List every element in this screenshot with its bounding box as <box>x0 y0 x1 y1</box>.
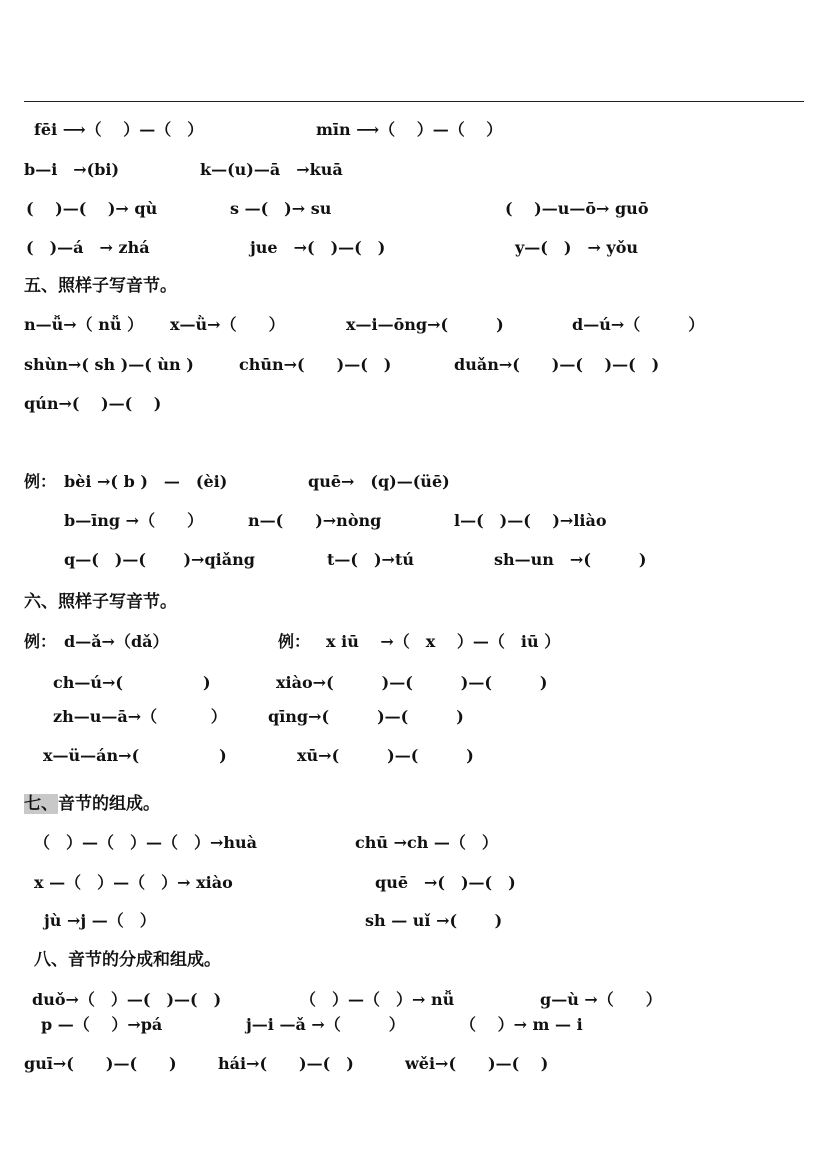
exercise-item: b—i →(bi) <box>24 160 120 179</box>
exercise-item: x —（ ）—（ ）→ xiào <box>34 873 233 892</box>
exercise-item: n—( )→nòng <box>248 511 382 530</box>
exercise-item: （ ）—（ ）→ nǚ <box>300 990 455 1009</box>
example-item: quē→ (q)—(üē) <box>308 472 450 491</box>
exercise-item: ( )—á → zhá <box>26 238 150 257</box>
exercise-item: （ ）—（ ）—（ ）→huà <box>34 833 258 852</box>
exercise-item: ( )—( )→ qù <box>26 199 158 218</box>
exercise-item: b—īng →（ ） <box>64 511 204 530</box>
exercise-item: zh—u—ā→（ ） <box>53 707 227 726</box>
section-heading-five: 五、照样子写音节。 <box>24 276 177 296</box>
exercise-item: ( )—u—ō→ guō <box>505 199 649 218</box>
exercise-item: sh—un →( ) <box>494 550 647 569</box>
exercise-item: d—ú→（ ） <box>572 315 705 334</box>
section-heading-seven: 七、音节的组成。 <box>24 794 160 814</box>
exercise-item: chūn→( )—( ) <box>239 355 392 374</box>
example-item: d—ǎ→（dǎ） <box>64 632 169 651</box>
section-heading-eight: 八、音节的分成和组成。 <box>34 950 221 970</box>
exercise-item: mīn ⟶（ ）—（ ） <box>316 120 503 139</box>
exercise-item: n—ǚ→（ nǚ ） <box>24 315 144 334</box>
exercise-item: jue →( )—( ) <box>250 238 386 257</box>
section-heading-six: 六、照样子写音节。 <box>24 592 177 612</box>
exercise-item: j—i —ǎ →（ ） <box>246 1015 405 1034</box>
example-label: 例： <box>24 632 57 651</box>
exercise-item: duǎn→( )—( )—( ) <box>454 355 660 374</box>
exercise-item: g—ù →（ ） <box>540 990 662 1009</box>
example-item: x iū →（ x ）—（ iū ） <box>326 632 561 651</box>
exercise-item: k—(u)—ā →kuā <box>200 160 343 179</box>
exercise-item: qīng→( )—( ) <box>268 707 464 726</box>
example-label: 例： <box>24 472 57 491</box>
exercise-item: guī→( )—( ) <box>24 1054 177 1073</box>
example-item: bèi →( b ) — (èi) <box>64 472 228 491</box>
exercise-item: x—ü—án→( ) <box>43 746 227 765</box>
exercise-item: ch—ú→( ) <box>53 673 211 692</box>
exercise-item: chū →ch —（ ） <box>355 833 498 852</box>
exercise-item: x—ǜ→（ ） <box>170 315 285 334</box>
exercise-item: sh — uǐ →( ) <box>365 911 503 930</box>
header-divider <box>24 101 804 102</box>
exercise-item: qún→( )—( ) <box>24 394 162 413</box>
exercise-item: xū→( )—( ) <box>297 746 474 765</box>
example-label: 例： <box>278 632 311 651</box>
exercise-item: l—( )—( )→liào <box>454 511 607 530</box>
exercise-item: wěi→( )—( ) <box>405 1054 549 1073</box>
exercise-item: duǒ→（ ）—( )—( ) <box>32 990 222 1009</box>
exercise-item: x—i—ōng→( ) <box>346 315 504 334</box>
exercise-item: q—( )—( )→qiǎng <box>64 550 255 569</box>
heading-highlight: 七、 <box>24 794 58 814</box>
exercise-item: xiào→( )—( )—( ) <box>276 673 548 692</box>
exercise-item: p —（ ）→pá <box>41 1015 163 1034</box>
exercise-item: hái→( )—( ) <box>218 1054 354 1073</box>
exercise-item: shùn→( sh )—( ùn ) <box>24 355 194 374</box>
exercise-item: quē →( )—( ) <box>375 873 516 892</box>
exercise-item: s —( )→ su <box>230 199 332 218</box>
exercise-item: y—( ) → yǒu <box>515 238 639 257</box>
exercise-item: fēi ⟶（ ）—（ ） <box>34 120 204 139</box>
exercise-item: t—( )→tú <box>327 550 414 569</box>
exercise-item: jù →j —（ ） <box>44 911 156 930</box>
exercise-item: （ ）→ m — i <box>460 1015 583 1034</box>
